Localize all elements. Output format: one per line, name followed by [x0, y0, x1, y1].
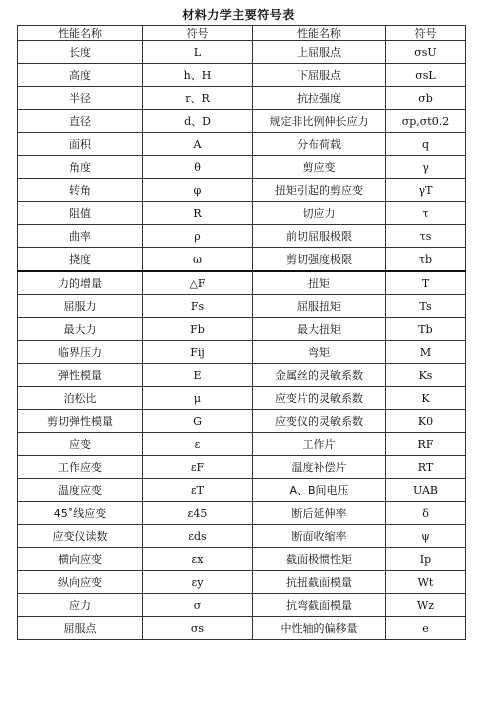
property-name-cell: 临界压力	[18, 341, 143, 364]
property-name-cell: 最大力	[18, 318, 143, 341]
symbol-cell: Fij	[143, 341, 253, 364]
property-name-cell: 角度	[18, 156, 143, 179]
symbol-cell: r、R	[143, 87, 253, 110]
table-row	[18, 617, 466, 640]
property-name-cell: 弯矩	[253, 341, 386, 364]
property-name-cell: 温度应变	[18, 479, 143, 502]
header-property-name-2: 性能名称	[253, 26, 386, 41]
table-row	[18, 410, 466, 433]
symbol-cell: εT	[143, 479, 253, 502]
property-name-cell: 切应力	[253, 202, 386, 225]
property-name-cell: 抗拉强度	[253, 87, 386, 110]
symbol-cell: A	[143, 133, 253, 156]
symbol-cell: εx	[143, 548, 253, 571]
symbol-cell: K0	[386, 410, 466, 433]
table-row	[18, 64, 466, 87]
table-row	[18, 433, 466, 456]
symbol-cell: M	[386, 341, 466, 364]
property-name-cell: A、B间电压	[253, 479, 386, 502]
table-row	[18, 502, 466, 525]
symbol-cell: Fs	[143, 295, 253, 318]
symbol-cell: Ks	[386, 364, 466, 387]
property-name-cell: 力的增量	[18, 271, 143, 295]
symbol-cell: h、H	[143, 64, 253, 87]
symbol-cell: E	[143, 364, 253, 387]
property-name-cell: 工作片	[253, 433, 386, 456]
property-name-cell: 纵向应变	[18, 571, 143, 594]
symbol-cell: T	[386, 271, 466, 295]
symbol-cell: ε	[143, 433, 253, 456]
property-name-cell: 前切屈服极限	[253, 225, 386, 248]
symbol-cell: ω	[143, 248, 253, 272]
property-name-cell: 泊松比	[18, 387, 143, 410]
symbol-cell: εy	[143, 571, 253, 594]
property-name-cell: 剪应变	[253, 156, 386, 179]
symbol-cell: ρ	[143, 225, 253, 248]
property-name-cell: 截面极惯性矩	[253, 548, 386, 571]
property-name-cell: 扭矩	[253, 271, 386, 295]
document-title: 材料力学主要符号表	[182, 8, 295, 22]
table-row	[18, 133, 466, 156]
symbol-cell: σsL	[386, 64, 466, 87]
table-row	[18, 271, 466, 295]
property-name-cell: 断面收缩率	[253, 525, 386, 548]
property-name-cell: 屈服点	[18, 617, 143, 640]
table-row	[18, 548, 466, 571]
property-name-cell: 下屈服点	[253, 64, 386, 87]
property-name-cell: 剪切强度极限	[253, 248, 386, 272]
property-name-cell: 45˚线应变	[18, 502, 143, 525]
header-symbol-1: 符号	[143, 26, 253, 41]
property-name-cell: 长度	[18, 41, 143, 64]
property-name-cell: 高度	[18, 64, 143, 87]
property-name-cell: 挠度	[18, 248, 143, 272]
symbol-cell: εds	[143, 525, 253, 548]
symbol-cell: σs	[143, 617, 253, 640]
table-row	[18, 318, 466, 341]
table-row	[18, 202, 466, 225]
property-name-cell: 半径	[18, 87, 143, 110]
property-name-cell: 温度补偿片	[253, 456, 386, 479]
symbol-cell: σ	[143, 594, 253, 617]
symbol-cell: UAB	[386, 479, 466, 502]
property-name-cell: 上屈服点	[253, 41, 386, 64]
symbol-cell: Ip	[386, 548, 466, 571]
table-header-row	[18, 26, 466, 41]
header-property-name-1: 性能名称	[18, 26, 143, 41]
symbol-cell: εF	[143, 456, 253, 479]
symbol-cell: Tb	[386, 318, 466, 341]
symbol-cell: θ	[143, 156, 253, 179]
symbol-cell: Wt	[386, 571, 466, 594]
property-name-cell: 阻值	[18, 202, 143, 225]
table-row	[18, 87, 466, 110]
property-name-cell: 扭矩引起的剪应变	[253, 179, 386, 202]
symbol-cell: K	[386, 387, 466, 410]
symbol-cell: G	[143, 410, 253, 433]
property-name-cell: 应变仪的灵敏系数	[253, 410, 386, 433]
property-name-cell: 曲率	[18, 225, 143, 248]
symbol-cell: μ	[143, 387, 253, 410]
symbol-cell: Ts	[386, 295, 466, 318]
property-name-cell: 抗弯截面模量	[253, 594, 386, 617]
table-row	[18, 479, 466, 502]
property-name-cell: 断后延伸率	[253, 502, 386, 525]
header-symbol-2: 符号	[386, 26, 466, 41]
property-name-cell: 金属丝的灵敏系数	[253, 364, 386, 387]
symbol-cell: τ	[386, 202, 466, 225]
property-name-cell: 中性轴的偏移量	[253, 617, 386, 640]
symbol-cell: Wz	[386, 594, 466, 617]
symbol-cell: ψ	[386, 525, 466, 548]
symbol-cell: τb	[386, 248, 466, 272]
symbol-cell: σsU	[386, 41, 466, 64]
property-name-cell: 应变	[18, 433, 143, 456]
table-row	[18, 295, 466, 318]
property-name-cell: 面积	[18, 133, 143, 156]
symbol-cell: △F	[143, 271, 253, 295]
symbol-cell: d、D	[143, 110, 253, 133]
table-row	[18, 387, 466, 410]
symbol-cell: σp,σt0.2	[386, 110, 466, 133]
property-name-cell: 弹性模量	[18, 364, 143, 387]
table-row	[18, 248, 466, 272]
table-row	[18, 571, 466, 594]
table-row	[18, 41, 466, 64]
table-body	[18, 41, 466, 640]
symbol-cell: RT	[386, 456, 466, 479]
table-row	[18, 594, 466, 617]
property-name-cell: 工作应变	[18, 456, 143, 479]
property-name-cell: 应力	[18, 594, 143, 617]
symbol-cell: e	[386, 617, 466, 640]
symbol-cell: Fb	[143, 318, 253, 341]
table-row	[18, 156, 466, 179]
property-name-cell: 分布荷载	[253, 133, 386, 156]
property-name-cell: 抗扭截面模量	[253, 571, 386, 594]
table-row	[18, 364, 466, 387]
symbol-cell: δ	[386, 502, 466, 525]
symbol-cell: γT	[386, 179, 466, 202]
property-name-cell: 屈服力	[18, 295, 143, 318]
property-name-cell: 屈服扭矩	[253, 295, 386, 318]
table-row	[18, 110, 466, 133]
property-name-cell: 应变仪读数	[18, 525, 143, 548]
table-row	[18, 225, 466, 248]
property-name-cell: 直径	[18, 110, 143, 133]
property-name-cell: 转角	[18, 179, 143, 202]
property-name-cell: 最大扭矩	[253, 318, 386, 341]
symbol-cell: τs	[386, 225, 466, 248]
symbol-cell: σb	[386, 87, 466, 110]
property-name-cell: 规定非比例伸长应力	[253, 110, 386, 133]
table-row	[18, 525, 466, 548]
property-name-cell: 横向应变	[18, 548, 143, 571]
property-name-cell: 剪切弹性模量	[18, 410, 143, 433]
symbol-cell: φ	[143, 179, 253, 202]
symbol-cell: RF	[386, 433, 466, 456]
symbol-cell: ε45	[143, 502, 253, 525]
symbol-table	[17, 25, 466, 640]
table-row	[18, 456, 466, 479]
table-row	[18, 179, 466, 202]
symbol-cell: R	[143, 202, 253, 225]
symbol-cell: q	[386, 133, 466, 156]
property-name-cell: 应变片的灵敏系数	[253, 387, 386, 410]
symbol-cell: γ	[386, 156, 466, 179]
symbol-cell: L	[143, 41, 253, 64]
table-row	[18, 341, 466, 364]
